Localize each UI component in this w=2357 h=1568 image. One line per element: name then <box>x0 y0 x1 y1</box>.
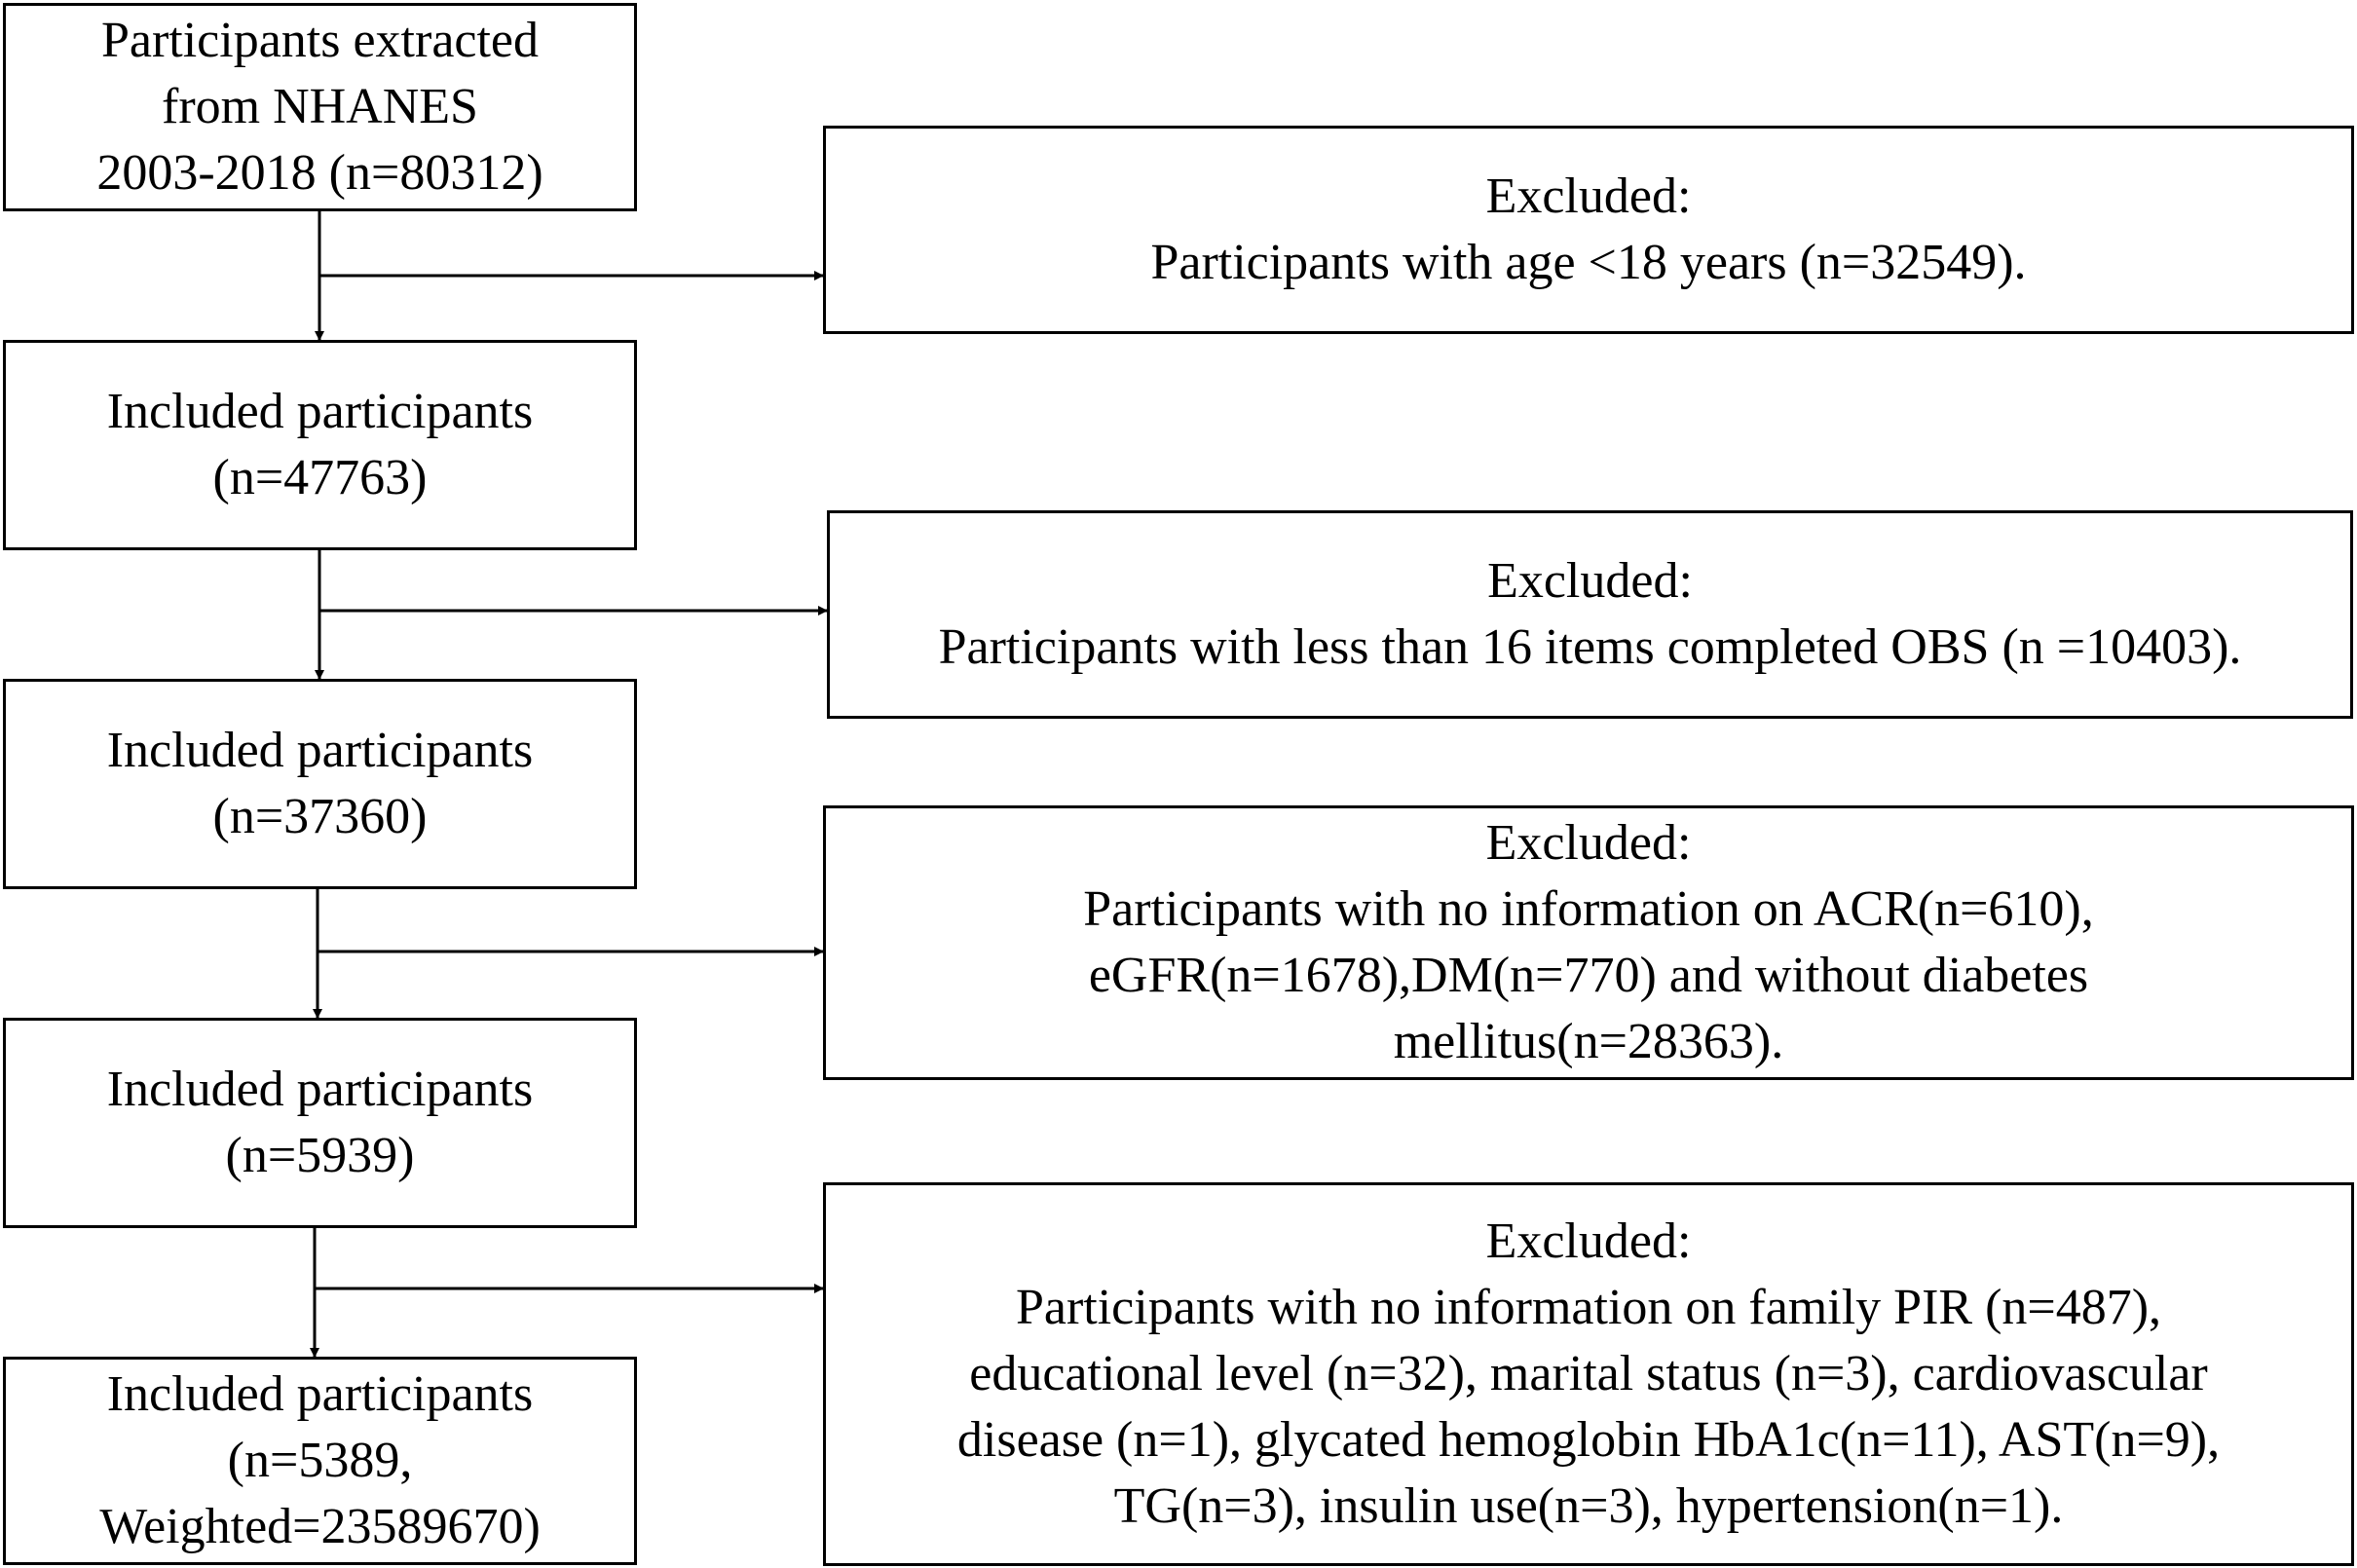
included-box-1-line-1: Participants extracted <box>100 13 540 68</box>
included-box-5-line-3: Weighted=23589670) <box>99 1499 541 1554</box>
included-box-2-line-2: (n=47763) <box>212 450 428 505</box>
excluded-box-3 <box>823 805 2354 1080</box>
included-box-2 <box>3 340 637 550</box>
excluded-box-2-line-2: Participants with less than 16 items completed OBS (n =10403). <box>938 619 2242 675</box>
excluded-box-3-line-1: Excluded: <box>1485 815 1692 871</box>
excluded-box-4-line-4: disease (n=1), glycated hemoglobin HbA1c(n=11), AST(n=9), <box>956 1412 2221 1468</box>
included-box-4-line-2: (n=5939) <box>225 1128 415 1183</box>
excluded-box-2 <box>827 510 2353 719</box>
excluded-box-4-line-5: TG(n=3), insulin use(n=3), hypertension(n=1). <box>1113 1478 2064 1534</box>
included-box-5 <box>3 1357 637 1565</box>
included-box-3-line-1: Included participants <box>106 723 534 778</box>
excluded-box-3-line-4: mellitus(n=28363). <box>1393 1014 1784 1069</box>
included-box-3-line-2: (n=37360) <box>212 789 428 844</box>
excluded-box-1 <box>823 126 2354 334</box>
included-box-5-line-2: (n=5389, <box>227 1433 413 1488</box>
excluded-box-4-line-3: educational level (n=32), marital status (n=3), cardiovascular <box>969 1346 2208 1401</box>
included-box-5-line-1: Included participants <box>106 1366 534 1422</box>
excluded-box-4-line-2: Participants with no information on family PIR (n=487), <box>1015 1280 2162 1335</box>
excluded-box-1-line-1: Excluded: <box>1485 168 1692 224</box>
excluded-box-3-line-3: eGFR(n=1678),DM(n=770) and without diabetes <box>1088 948 2089 1003</box>
included-box-4 <box>3 1018 637 1228</box>
excluded-box-2-line-1: Excluded: <box>1487 553 1693 609</box>
excluded-box-1-line-2: Participants with age <18 years (n=32549). <box>1150 235 2027 290</box>
included-box-4-line-1: Included participants <box>106 1062 534 1117</box>
excluded-box-3-line-2: Participants with no information on ACR(n=610), <box>1083 881 2094 937</box>
excluded-box-4 <box>823 1182 2354 1566</box>
excluded-box-4-line-1: Excluded: <box>1485 1213 1692 1269</box>
included-box-1-line-2: from NHANES <box>162 79 478 134</box>
included-box-1 <box>3 3 637 211</box>
included-box-3 <box>3 679 637 889</box>
included-box-2-line-1: Included participants <box>106 384 534 439</box>
included-box-1-line-3: 2003-2018 (n=80312) <box>96 145 543 201</box>
